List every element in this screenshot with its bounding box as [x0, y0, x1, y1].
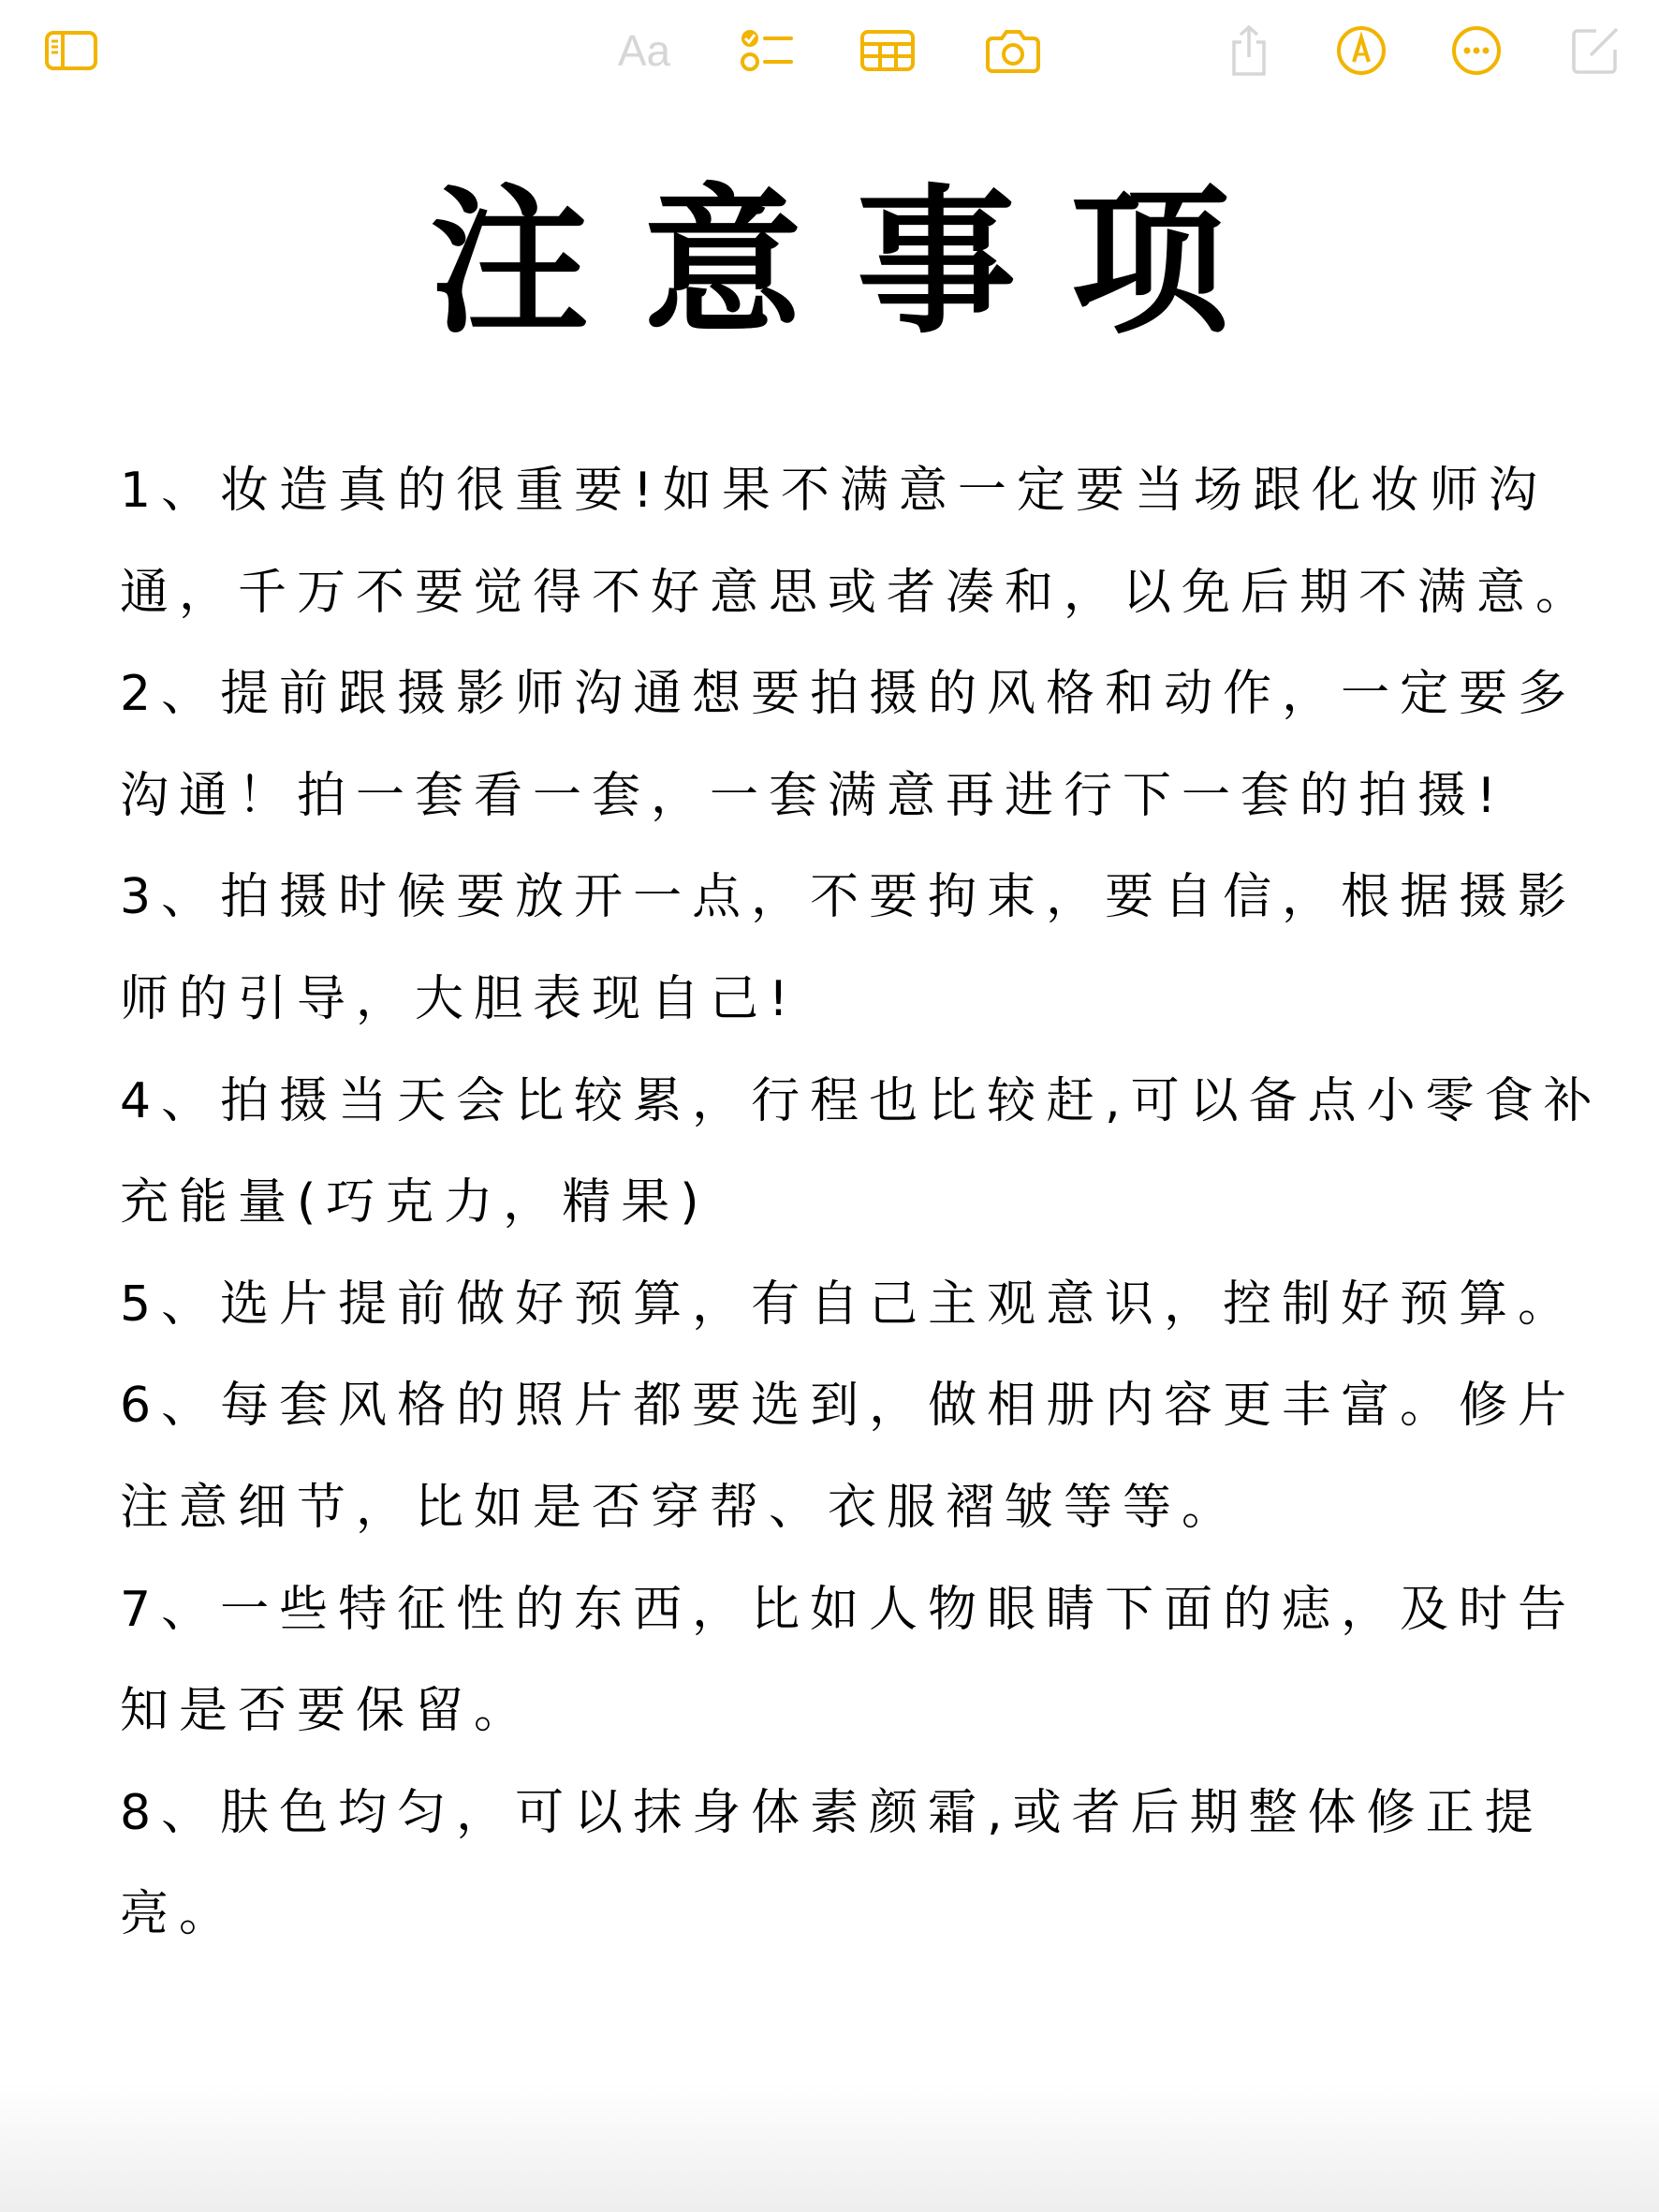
- sidebar-icon: [44, 30, 98, 71]
- note-paragraph-5: 5、选片提前做好预算，有自己主观意识，控制好预算。: [120, 1276, 1578, 1333]
- bottom-fade: [0, 2081, 1659, 2212]
- note-paragraph-8: 8、肤色均匀，可以抹身体素颜霜,或者后期整体修正提亮。: [120, 1784, 1544, 1943]
- more-button[interactable]: [1445, 19, 1508, 82]
- note-paragraph-2: 2、提前跟摄影师沟通想要拍摄的风格和动作，一定要多沟通！拍一套看一套，一套满意再进行下一套的拍摄!: [120, 666, 1578, 824]
- share-icon: [1226, 23, 1271, 78]
- share-button[interactable]: [1217, 19, 1281, 82]
- note-paragraph-7: 7、一些特征性的东西，比如人物眼睛下面的痣，及时告知是否要保留。: [120, 1581, 1578, 1740]
- markup-icon: [1335, 24, 1387, 77]
- table-button[interactable]: [856, 19, 919, 82]
- checklist-button[interactable]: [734, 19, 798, 82]
- camera-button[interactable]: [981, 19, 1045, 82]
- markup-button[interactable]: [1329, 19, 1393, 82]
- format-button[interactable]: [612, 19, 676, 82]
- camera-icon: [985, 27, 1041, 74]
- toolbar: [0, 0, 1659, 103]
- checklist-icon: [739, 26, 793, 75]
- compose-icon: [1570, 25, 1621, 76]
- note-paragraph-4: 4、拍摄当天会比较累，行程也比较赶,可以备点小零食补充能量(巧克力，精果): [120, 1072, 1603, 1231]
- note-paragraph-6: 6、每套风格的照片都要选到，做相册内容更丰富。修片注意细节，比如是否穿帮、衣服褶皱等等。: [120, 1378, 1578, 1536]
- sidebar-toggle-button[interactable]: [39, 19, 103, 82]
- note-title: 注意事项: [429, 169, 1284, 356]
- note-body: [120, 440, 1618, 1966]
- note-paragraph-3: 3、拍摄时候要放开一点，不要拘束，要自信，根据摄影师的引导，大胆表现自己!: [120, 869, 1578, 1027]
- more-icon: [1450, 24, 1503, 77]
- note-paragraph-1: 1、妆造真的很重要!如果不满意一定要当场跟化妆师沟通，千万不要觉得不好意思或者凑和，以免后期不满意。: [120, 463, 1595, 621]
- table-icon: [859, 29, 916, 72]
- format-icon: Aa: [617, 26, 671, 75]
- compose-button[interactable]: [1564, 19, 1627, 82]
